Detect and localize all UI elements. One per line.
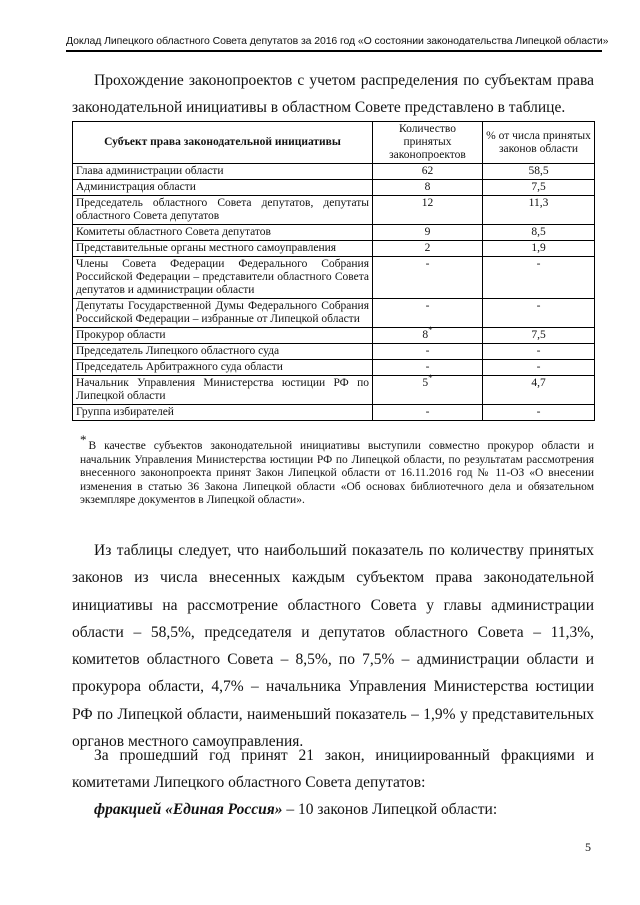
table-row bbox=[73, 257, 595, 299]
table-row bbox=[73, 376, 595, 405]
table-row bbox=[73, 225, 595, 241]
count-value: - bbox=[425, 258, 430, 270]
table-row bbox=[73, 164, 595, 180]
percent-cell: - bbox=[483, 257, 595, 299]
count-cell bbox=[373, 344, 483, 360]
count-cell bbox=[373, 225, 483, 241]
table-row bbox=[73, 328, 595, 344]
count-value: 2 bbox=[424, 242, 431, 254]
percent-cell: - bbox=[483, 299, 595, 328]
header-count: Количество принятых законопроектов bbox=[373, 122, 483, 164]
analysis-paragraph: Из таблицы следует, что наибольший показатель по количеству принятых законов из числа внесенных каждым субъектом права законодательной инициативы на рассмотрение областного Совета у главы администрации области – 58,5%, председателя и депутатов областного Совета – 11,3%, комитетов областного Совета – 8,5%, по 7,5% – администрации области и прокурора области, 4,7% – начальника Управления Министерства юстиции РФ по Липецкой области, наименьший показатель – 1,9% у представительных органов местного самоуправления. bbox=[72, 542, 594, 751]
percent-cell: 11,3 bbox=[483, 196, 595, 225]
laws-summary-paragraph: За прошедший год принят 21 закон, инициированный фракциями и комитетами Липецкого областного Совета депутатов: bbox=[72, 747, 594, 792]
count-cell bbox=[373, 299, 483, 328]
table-row bbox=[73, 344, 595, 360]
count-value: - bbox=[425, 406, 430, 418]
percent-cell: - bbox=[483, 405, 595, 421]
table-row bbox=[73, 405, 595, 421]
count-cell bbox=[373, 257, 483, 299]
subject-cell: Председатель Липецкого областного суда bbox=[73, 344, 373, 360]
header-subject: Субъект права законодательной инициативы bbox=[73, 122, 373, 164]
percent-cell: 7,5 bbox=[483, 180, 595, 196]
footnote-mark: * bbox=[80, 432, 87, 448]
subject-cell: Комитеты областного Совета депутатов bbox=[73, 225, 373, 241]
table-row bbox=[73, 196, 595, 225]
count-cell bbox=[373, 373, 483, 405]
subject-cell: Администрация области bbox=[73, 180, 373, 196]
subject-cell: Представительные органы местного самоуправления bbox=[73, 241, 373, 257]
table-row bbox=[73, 241, 595, 257]
subject-cell: Начальник Управления Министерства юстиции РФ по Липецкой области bbox=[73, 376, 373, 405]
subject-cell: Председатель Арбитражного суда области bbox=[73, 360, 373, 376]
footnote-ref-mark: * bbox=[428, 325, 433, 336]
percent-cell: 58,5 bbox=[483, 164, 595, 180]
table-row bbox=[73, 299, 595, 328]
percent-cell: - bbox=[483, 360, 595, 376]
count-cell bbox=[373, 241, 483, 257]
count-value: 5 bbox=[422, 377, 429, 389]
count-value: - bbox=[425, 361, 430, 373]
subject-cell: Прокурор области bbox=[73, 328, 373, 344]
percent-cell: 8,5 bbox=[483, 225, 595, 241]
percent-cell: 1,9 bbox=[483, 241, 595, 257]
count-value: 8 bbox=[424, 181, 431, 193]
subject-cell: Группа избирателей bbox=[73, 405, 373, 421]
count-cell bbox=[373, 164, 483, 180]
count-cell bbox=[373, 405, 483, 421]
faction-name: фракцией «Единая Россия» bbox=[94, 801, 283, 818]
count-value: 12 bbox=[421, 197, 434, 209]
count-value: 9 bbox=[424, 226, 431, 238]
intro-paragraph: Прохождение законопроектов с учетом распределения по субъектам права законодательной инициативы в областном Совете представлено в таблице. bbox=[72, 72, 594, 116]
subject-cell: Председатель областного Совета депутатов, депутаты областного Совета депутатов bbox=[73, 196, 373, 225]
count-value: - bbox=[425, 300, 430, 312]
subjects-table bbox=[72, 121, 595, 421]
subject-cell: Депутаты Государственной Думы Федерального Собрания Российской Федерации – избранные от Липецкой области bbox=[73, 299, 373, 328]
percent-cell: 7,5 bbox=[483, 328, 595, 344]
footnote-text: В качестве субъектов законодательной инициативы выступили совместно прокурор области и начальник Управления Министерства юстиции РФ по Липецкой области, по результатам рассмотрения внесенного законопроекта принят Закон Липецкой области от 16.11.2016 год № 11-ОЗ «О внесении изменения в статью 36 Закона Липецкой области «Об основах библиотечного дела и обязательном экземпляре документов в Липецкой области». bbox=[80, 440, 594, 506]
table-row bbox=[73, 360, 595, 376]
percent-cell: 4,7 bbox=[483, 376, 595, 405]
faction-laws-text: – 10 законов Липецкой области: bbox=[282, 801, 498, 818]
count-value: - bbox=[425, 345, 430, 357]
table-header-row bbox=[73, 122, 595, 164]
count-cell bbox=[373, 325, 483, 344]
page-number: 5 bbox=[585, 840, 591, 854]
table-row bbox=[73, 180, 595, 196]
count-cell bbox=[373, 196, 483, 225]
count-value: 8 bbox=[422, 329, 429, 341]
count-value: 62 bbox=[421, 165, 434, 177]
count-cell bbox=[373, 180, 483, 196]
table-body bbox=[73, 164, 595, 421]
subject-cell: Глава администрации области bbox=[73, 164, 373, 180]
header-rule bbox=[66, 50, 602, 52]
percent-cell: - bbox=[483, 344, 595, 360]
footnote bbox=[80, 432, 594, 508]
faction-paragraph bbox=[72, 796, 594, 823]
footnote-ref-mark: * bbox=[428, 373, 433, 384]
subject-cell: Члены Совета Федерации Федерального Собрания Российской Федерации – представители областного Совета депутатов и администрации области bbox=[73, 257, 373, 299]
document-header: Доклад Липецкого областного Совета депутатов за 2016 год «О состоянии законодательства Липецкой области» bbox=[66, 35, 609, 47]
header-percent: % от числа принятых законов области bbox=[483, 122, 595, 164]
